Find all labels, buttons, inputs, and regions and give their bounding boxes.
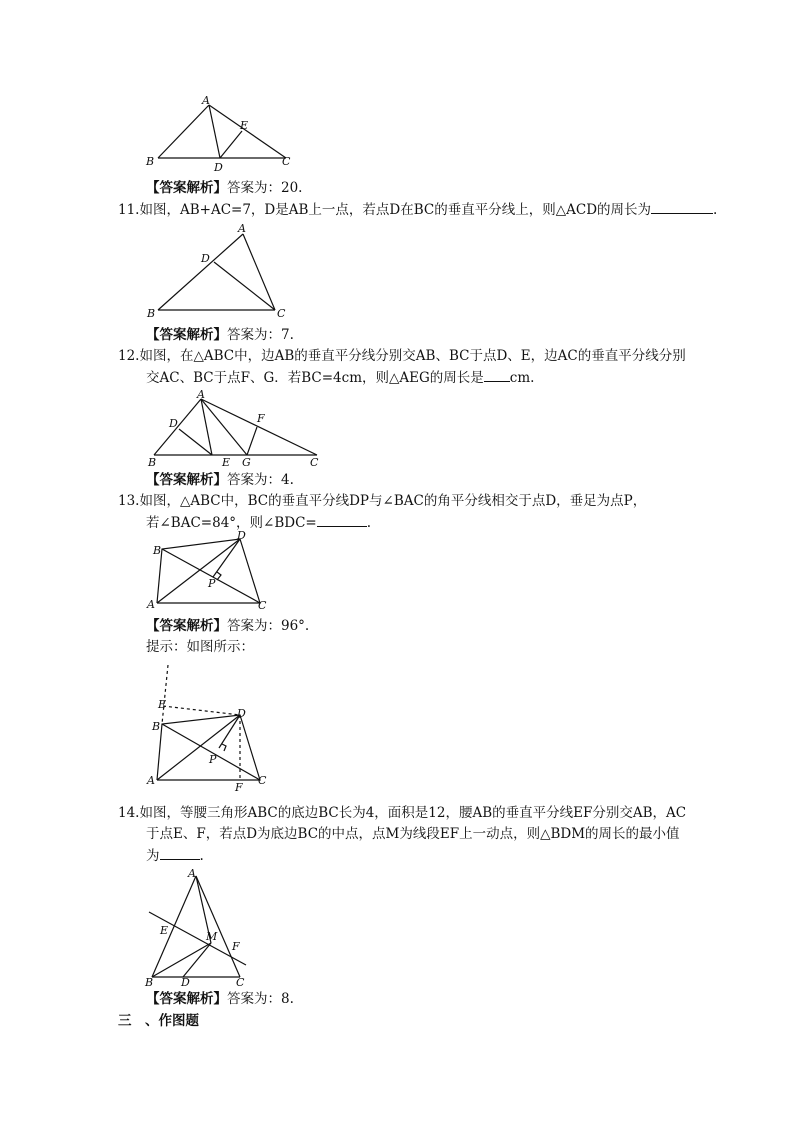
q14-label-f: F	[232, 940, 240, 953]
q12-label-a: A	[197, 390, 205, 401]
q13-hint-figure	[140, 660, 280, 795]
q14-label-b: B	[145, 976, 154, 989]
q13-quad-outline	[157, 539, 260, 603]
q11-answer-text: 答案为：7.	[227, 327, 294, 343]
q13h-right-angle-mark	[222, 744, 226, 751]
q11-answer-blank	[651, 200, 713, 214]
q13h-label-b: B	[152, 720, 161, 733]
q12-line-ag	[201, 399, 247, 455]
q10-answer	[146, 179, 302, 197]
q12-question-line2-tail: cm.	[509, 370, 535, 386]
q14-question-line3-text: 为	[146, 848, 160, 864]
q10-label-d: D	[214, 161, 223, 174]
q14-line-dm	[183, 943, 211, 977]
q13h-label-c: C	[258, 774, 267, 787]
q12-answer-blank	[484, 368, 510, 382]
q10-label-e: E	[240, 119, 249, 132]
q10-label-a: A	[202, 95, 210, 107]
q13h-label-d: D	[237, 707, 246, 720]
q14-line-bm	[152, 943, 211, 977]
q12-label-g: G	[242, 456, 251, 469]
q13-label-p: P	[208, 577, 216, 590]
q12-answer-text: 答案为：4.	[227, 472, 294, 488]
q14-label-c: C	[236, 976, 245, 989]
q13h-label-f: F	[235, 781, 243, 794]
q12-label-b: B	[148, 456, 157, 469]
q13h-quad-outline	[157, 715, 260, 780]
q13-right-angle-mark	[217, 572, 221, 580]
q10-line-ab	[158, 105, 209, 158]
q12-answer-tag: 【答案解析】	[146, 472, 227, 488]
q14-line-ba	[152, 876, 196, 977]
q12-label-d: D	[169, 417, 178, 430]
q14-label-d: D	[181, 976, 190, 989]
q13-question-line1: 13.如图，△ABC中，BC的垂直平分线DP与∠BAC的角平分线相交于点D，垂足为点P，	[118, 493, 647, 509]
q13-answer-tag: 【答案解析】	[146, 618, 227, 634]
q14-answer-blank	[160, 846, 200, 860]
q13h-dashed-ab-extension	[162, 665, 168, 724]
q14-line-ac	[196, 876, 240, 977]
q12-label-c: C	[310, 456, 319, 469]
q14-question-line3-tail: .	[199, 848, 204, 864]
q14-line-ef	[149, 912, 246, 965]
q14-label-m: M	[206, 930, 218, 943]
q12-label-f: F	[257, 412, 265, 425]
q11-question-text: 11.如图，AB+AC=7，D是AB上一点，若点D在BC的垂直平分线上，则△ACD的周长为	[118, 202, 652, 218]
q12-line-ae	[201, 399, 212, 455]
q11-answer-tag: 【答案解析】	[146, 327, 227, 343]
q12-label-e: E	[222, 456, 231, 469]
q12-line-fg	[247, 427, 257, 455]
q13-figure	[140, 530, 280, 612]
q13-hint: 提示：如图所示：	[146, 639, 254, 655]
q12-question-line1: 12.如图，在△ABC中，边AB的垂直平分线分别交AB、BC于点D、E，边AC的垂直平分线分别	[118, 348, 686, 364]
q13h-line-ad	[157, 715, 240, 780]
q10-line-ad	[209, 105, 220, 158]
q13-question-line2-tail: .	[366, 515, 372, 531]
q11-label-c: C	[277, 307, 286, 320]
q10-label-c: C	[282, 155, 291, 168]
q14-answer-text: 答案为：8.	[227, 991, 294, 1007]
section3-title: 三 、作图题	[118, 1013, 199, 1029]
q11-figure	[140, 220, 300, 320]
q10-figure	[140, 95, 300, 175]
q14-label-e: E	[160, 924, 169, 937]
q13h-label-p: P	[209, 753, 217, 766]
q14-label-a: A	[188, 867, 196, 880]
q11-label-b: B	[147, 307, 156, 320]
q13-label-b: B	[153, 544, 162, 557]
q13h-label-e: E	[158, 698, 167, 711]
q13-label-d: D	[237, 530, 246, 542]
q12-question-line2	[146, 368, 534, 387]
q12-line-ac	[201, 399, 317, 455]
q14-answer-tag: 【答案解析】	[146, 991, 227, 1007]
q11-label-a: A	[238, 222, 246, 235]
q14-figure	[140, 866, 270, 991]
q11-label-d: D	[201, 252, 210, 265]
q11-line-ba	[158, 234, 243, 310]
q13-question-line2-text: 若∠BAC=84°，则∠BDC=	[146, 515, 317, 531]
q10-answer-tag: 【答案解析】	[146, 180, 227, 196]
q13h-label-a: A	[147, 774, 155, 787]
q13-answer-text: 答案为：96°.	[227, 618, 310, 634]
q14-question-line2: 于点E、F，若点D为底边BC的中点，点M为线段EF上一动点，则△BDM的周长的最小值	[146, 826, 680, 842]
q13-label-a: A	[147, 598, 155, 611]
q12-question-line2-text: 交AC、BC于点F、G．若BC=4cm，则△AEG的周长是	[146, 370, 484, 386]
q12-answer	[146, 471, 294, 489]
q13-answer-blank	[317, 513, 367, 527]
q11-question-tail: .	[713, 202, 718, 218]
q14-answer	[146, 990, 294, 1008]
q12-figure	[140, 390, 340, 470]
q13h-dashed-ed	[163, 706, 240, 715]
q11-line-ac	[243, 234, 275, 310]
q11-question	[118, 200, 717, 219]
q13-label-c: C	[258, 599, 267, 612]
q14-question-line3	[146, 846, 204, 865]
q10-line-de	[220, 131, 242, 158]
q13-line-pd	[213, 539, 240, 577]
q14-question-line1: 14.如图，等腰三角形ABC的底边BC长为4，面积是12，腰AB的垂直平分线EF分别交AB，AC	[118, 805, 687, 821]
q10-label-b: B	[146, 155, 155, 168]
q10-answer-text: 答案为：20.	[227, 180, 303, 196]
q11-answer	[146, 326, 294, 344]
q11-line-dc	[214, 262, 275, 310]
q13-answer	[146, 617, 309, 635]
